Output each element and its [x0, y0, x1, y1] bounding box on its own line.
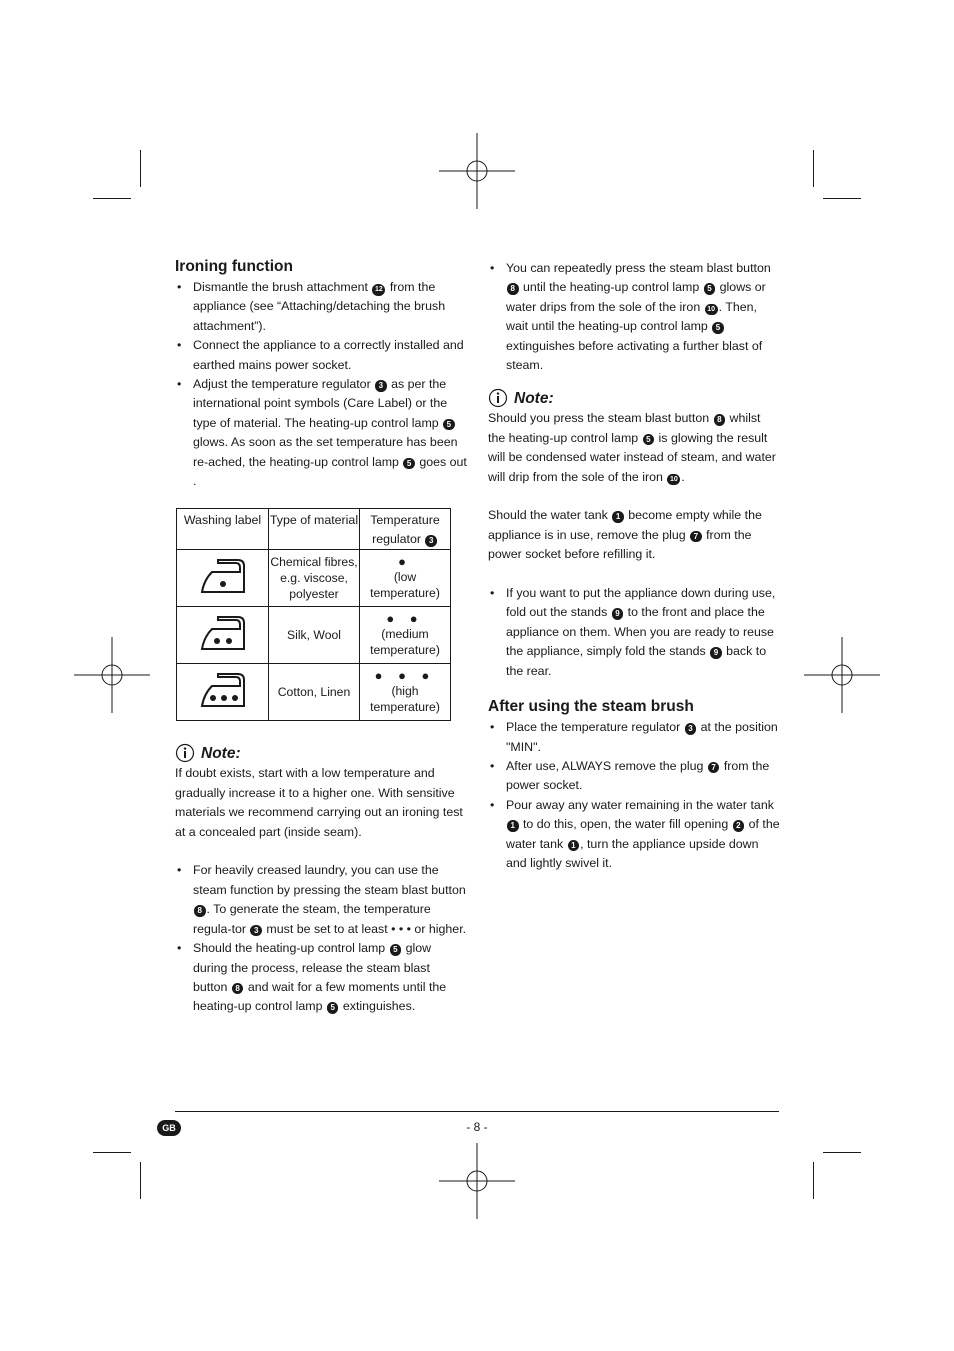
registration-mark-bottom — [439, 1143, 515, 1219]
part-number-badge: 3 — [425, 535, 437, 547]
left-column — [175, 257, 467, 1017]
list-item: • Place the temperature regulator 3 at the position "MIN". — [488, 718, 780, 757]
part-number-badge: 1 — [568, 840, 580, 852]
part-number-badge: 1 — [507, 820, 519, 832]
material-cell: Silk, Wool — [269, 607, 360, 664]
registration-mark-left — [74, 637, 150, 713]
part-number-badge: 5 — [443, 419, 455, 431]
list-item: • Connect the appliance to a correctly installed and earthed mains power socket. — [175, 336, 467, 375]
stands-list — [488, 584, 780, 681]
table-row — [177, 550, 451, 607]
ironing-heading: Ironing function — [175, 258, 293, 275]
part-number-badge: 5 — [712, 322, 724, 334]
table-row — [177, 664, 451, 721]
temperature-cell: ● ● (medium temperature) — [360, 607, 451, 664]
part-number-badge: 9 — [710, 647, 722, 659]
crop-mark — [93, 198, 131, 199]
list-item: • Pour away any water remaining in the water tank 1 to do this, open, the water fill opening 2 of the water tank 1 , turn the appliance upside down and lightly swivel it. — [488, 796, 780, 874]
note-text: If doubt exists, start with a low temperature and gradually increase it to a higher one. With sensitive materials we recommend carrying out an ironing test at a concealed part (inside seam). — [175, 766, 463, 839]
note-heading: Note: — [488, 387, 780, 409]
list-item: • Dismantle the brush attachment 12 from the appliance (see “Attaching/detaching the brush attachment”). — [175, 278, 467, 336]
iron-one-dot-icon — [177, 550, 269, 607]
part-number-badge: 7 — [690, 531, 702, 543]
part-number-badge: 10 — [667, 474, 680, 486]
iron-three-dots-icon — [177, 664, 269, 721]
ironing-list — [175, 278, 467, 491]
crop-mark — [93, 1152, 131, 1153]
note-text: Should you press the steam blast button 8 whilst the heating-up control lamp 5 is glowing the result will be condensed water instead of steam, and water will drip from the sole of the iron 10 . — [488, 411, 776, 484]
right-column — [488, 259, 780, 873]
material-cell: Chemical fibres, e.g. viscose, polyester — [269, 550, 360, 607]
part-number-badge: 3 — [685, 723, 697, 735]
list-item: • For heavily creased laundry, you can use the steam function by pressing the steam blast button 8 . To generate the steam, the temperature regula-tor 3 must be set to at least • • • or higher. — [175, 861, 467, 939]
part-number-badge: 2 — [733, 820, 745, 832]
crop-mark — [823, 1152, 861, 1153]
part-number-badge: 8 — [194, 905, 206, 917]
part-number-badge: 3 — [375, 380, 387, 392]
registration-mark-right — [804, 637, 880, 713]
part-number-badge: 5 — [403, 458, 415, 470]
table-header-row — [177, 509, 451, 550]
language-badge: GB — [157, 1120, 181, 1136]
part-number-badge: 12 — [372, 284, 385, 296]
part-number-badge: 7 — [708, 762, 720, 774]
crop-mark — [813, 150, 814, 187]
temperature-cell: ● (low temperature) — [360, 550, 451, 607]
part-number-badge: 8 — [232, 983, 244, 995]
part-number-badge: 5 — [390, 944, 402, 956]
part-number-badge: 5 — [704, 283, 716, 295]
after-use-heading: After using the steam brush — [488, 698, 694, 716]
info-icon — [488, 388, 508, 408]
list-item: • You can repeatedly press the steam blast button 8 until the heating-up control lamp 5 glows or water drips from the sole of the iron 10 . Then, wait until the heating-up control lamp 5 extinguishes before activating a further blast of steam. — [488, 259, 780, 375]
footer-divider — [175, 1111, 779, 1112]
list-item: • After use, ALWAYS remove the plug 7 from the power socket. — [488, 757, 780, 796]
part-number-badge: 5 — [327, 1002, 339, 1014]
list-item: • Should the heating-up control lamp 5 glow during the process, release the steam blast button 8 and wait for a few moments until the heating-up control lamp 5 extinguishes. — [175, 939, 467, 1017]
part-number-badge: 1 — [612, 511, 624, 523]
part-number-badge: 5 — [643, 434, 655, 446]
crop-mark — [140, 150, 141, 187]
iron-two-dots-icon — [177, 607, 269, 664]
steam-blast-list — [488, 259, 780, 375]
part-number-badge: 8 — [714, 414, 726, 426]
crop-mark — [140, 1162, 141, 1199]
table-row — [177, 607, 451, 664]
part-number-badge: 8 — [507, 283, 519, 295]
part-number-badge: 3 — [250, 925, 262, 937]
temperature-cell: ● ● ● (high temperature) — [360, 664, 451, 721]
crop-mark — [813, 1162, 814, 1199]
registration-mark-top — [439, 133, 515, 209]
paragraph: Should the water tank 1 become empty while the appliance is in use, remove the plug 7 from the power socket before refilling it. — [488, 508, 762, 562]
after-use-list — [488, 718, 780, 873]
header-type-of-material: Type of material — [269, 509, 360, 550]
page-number: - 8 - — [466, 1120, 488, 1134]
part-number-badge: 10 — [705, 304, 718, 316]
crop-mark — [823, 198, 861, 199]
header-washing-label: Washing label — [177, 509, 269, 550]
note-heading: Note: — [175, 742, 467, 764]
list-item: • If you want to put the appliance down during use, fold out the stands 9 to the front and place the appliance on them. When you are ready to reuse the appliance, simply fold the stands 9 back to the rear. — [488, 584, 780, 681]
care-label-table — [176, 508, 451, 721]
material-cell: Cotton, Linen — [269, 664, 360, 721]
list-item: • Adjust the temperature regulator 3 as per the international point symbols (Care Label) or the type of material. The heating-up control lamp 5 glows. As soon as the set temperature has been re-ached, the heating-up control lamp 5 goes out . — [175, 375, 467, 491]
header-temperature-regulator: Temperature regulator 3 — [360, 509, 451, 550]
part-number-badge: 9 — [612, 608, 624, 620]
steam-list — [175, 861, 467, 1016]
info-icon — [175, 743, 195, 763]
